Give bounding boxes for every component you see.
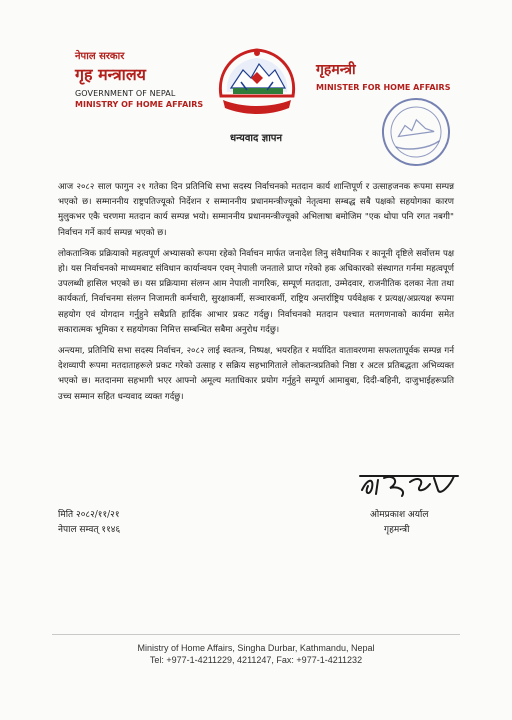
letterhead-government-en: GOVERNMENT OF NEPAL bbox=[75, 89, 176, 98]
letterhead-footer bbox=[0, 642, 512, 666]
letterhead-ministry-np: गृह मन्त्रालय bbox=[75, 65, 146, 84]
paragraph-2: लोकतान्त्रिक प्रक्रियाको महत्वपूर्ण अभ्यासको रूपमा रहेको निर्वाचन मार्फत जनादेश लिनु संवैधानिक र कानूनी दृष्टिले सर्वोत्तम पक्ष हो। यस निर्वाचनको माध्यमबाट संविधान कार्यान्वयन एवम् नेपाली जनताले प्राप्त गरेको हक अधिकारको संस्थागत गर्नमा महत्वपूर्ण उपलब्धी हासिल भएको छ। यस प्रक्रियामा संलग्न आम नेपाली नागरिक, सम्पूर्ण मतदाता, उम्मेदवार, राजनीतिक दलका नेता तथा कार्यकर्ता, निर्वाचनमा संलग्न निजामती कर्मचारी, सुरक्षाकर्मी, सञ्चारकर्मी, राष्ट्रिय अन्तर्राष्ट्रिय पर्यवेक्षक र प्रत्यक्ष/अप्रत्यक्ष रूपमा सहयोग एवं योगदान गर्नुहुने सबैप्रति हार्दिक आभार प्रकट गर्दछु। निर्वाचनको मतदान पश्चात मतगणनाको कार्यमा समेत सकारात्मक भूमिका र सहयोगका निमित्त सम्बन्धित सबैमा अनुरोध गर्दछु। bbox=[58, 248, 454, 335]
paragraph-1: आज २०८२ साल फागुन २१ गतेका दिन प्रतिनिधि सभा सदस्य निर्वाचनको मतदान कार्य शान्तिपूर्ण र उत्साहजनक रूपमा सम्पन्न भएको छ। सम्माननीय राष्ट्रपतिज्यूको निर्देशन र सम्माननीय प्रधानमन्त्रीज्यूको नेतृत्वमा सम्बद्ध सबै पक्षको सहयोगका कारण मुलुकभर एकै चरणमा मतदान कार्य सम्पन्न भयो। सम्माननीय प्रधानमन्त्रीज्यूको अभिलाषा बमोजिम "एक थोपा पनि रगत नबगी" निर्वाचन गर्ने कार्य सम्पन्न भएको छ। bbox=[58, 182, 454, 238]
letter-body bbox=[58, 180, 454, 411]
date-line: मिति २०८२/११/२१ bbox=[58, 510, 120, 520]
date-block bbox=[58, 508, 120, 538]
footer-contact: Tel: +977-1-4211229, 4211247, Fax: +977-1-4211232 bbox=[149, 655, 363, 665]
letterhead-government-np: नेपाल सरकार bbox=[75, 51, 125, 62]
letterhead-right bbox=[316, 60, 456, 92]
footer-address: Ministry of Home Affairs, Singha Durbar, Kathmandu, Nepal bbox=[137, 643, 375, 653]
signer-title: गृहमन्त्री bbox=[384, 525, 410, 535]
handwritten-signature bbox=[354, 468, 464, 502]
paragraph-3: अन्त्यमा, प्रतिनिधि सभा सदस्य निर्वाचन, २०८२ लाई स्वतन्त्र, निष्पक्ष, भयरहित र मर्यादित वातावरणमा सफलतापूर्वक सम्पन्न गर्न देशव्यापी रूपमा मतदाताहरूले प्रकट गरेको उत्साह र सक्रिय सहभागिताले लोकतन्त्रप्रतिको निष्ठा र अटल प्रतिबद्धता अभिव्यक्त भएको छ। मतदानमा सहभागी भएर आफ्नो अमूल्य मताधिकार प्रयोग गर्नुहुने सम्पूर्ण आमाबुबा, दिदी-बहिनी, दाजुभाईहरूप्रति उच्च सम्मान सहित धन्यवाद व्यक्त गर्दछु। bbox=[58, 346, 454, 402]
letterhead-minister-np: गृहमन्त्री bbox=[316, 62, 356, 78]
document-heading: धन्यवाद ज्ञापन bbox=[229, 133, 283, 144]
footer-divider bbox=[52, 634, 460, 635]
letterhead-ministry-en: MINISTRY OF HOME AFFAIRS bbox=[75, 100, 204, 109]
letterhead-minister-en: MINISTER FOR HOME AFFAIRS bbox=[316, 83, 451, 92]
nepal-emblem-icon bbox=[213, 42, 301, 122]
signer-name: ओमप्रकाश अर्याल bbox=[370, 510, 429, 520]
nepal-sambat-line: नेपाल सम्वत् ११४६ bbox=[58, 525, 121, 535]
letterhead-left bbox=[75, 48, 215, 109]
signer-block bbox=[370, 508, 428, 538]
